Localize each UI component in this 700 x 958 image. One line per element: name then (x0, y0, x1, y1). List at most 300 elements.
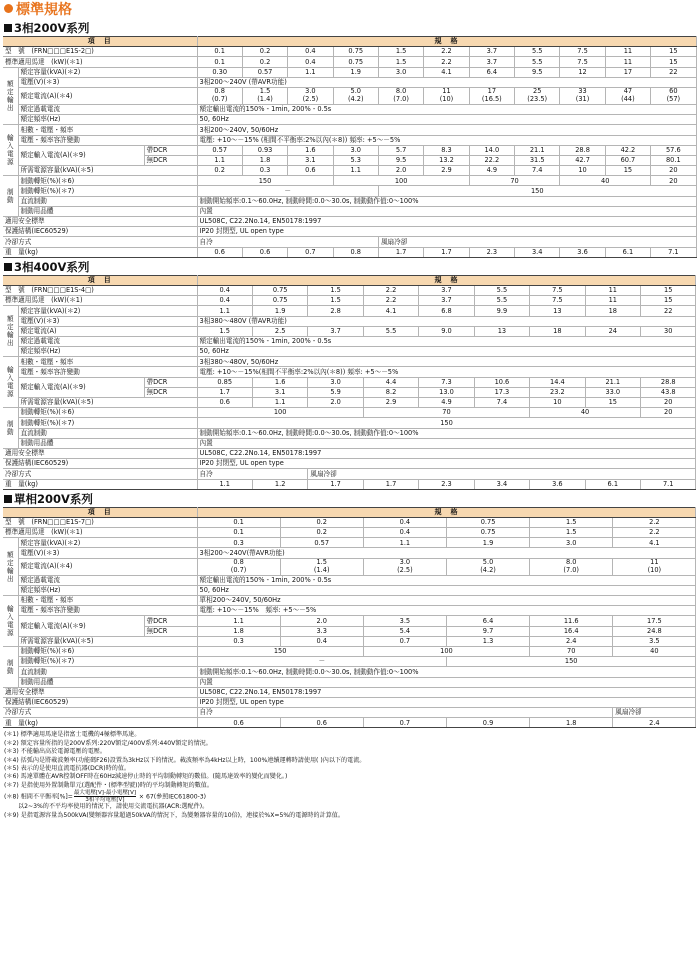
value-cell: 42.2 (605, 145, 650, 155)
value-cell: 3.7 (469, 57, 514, 67)
allowance-label: 電壓・頻率容許變動 (18, 606, 197, 616)
current-value: 0.8 (214, 87, 225, 96)
brake-parts-value: 內置 (197, 206, 696, 216)
value-cell: 31.5 (515, 155, 560, 165)
value-cell: 0.4 (280, 636, 363, 646)
table-row (3, 227, 696, 237)
group-input (3, 125, 18, 176)
value-cell: 15 (641, 285, 696, 295)
value-cell: 3.1 (252, 387, 307, 397)
section-title: 3相400V系列 (4, 261, 700, 274)
cooling-value: 自冷 (197, 469, 308, 479)
table-row (3, 367, 696, 377)
value-cell: 4.4 (363, 377, 418, 387)
value-cell: 1.5 (308, 296, 363, 306)
table-row (3, 575, 696, 585)
value-cell: 3.4 (515, 247, 560, 257)
value-cell: 2.2 (424, 47, 469, 57)
value-cell: 0.93 (242, 145, 287, 155)
spec-table (3, 507, 696, 729)
value-cell: 3.6 (530, 479, 585, 489)
table-row (3, 77, 696, 87)
torque-value: 70 (469, 176, 560, 186)
value-cell: 11.6 (530, 616, 613, 626)
table-row (3, 646, 696, 656)
table-row (3, 247, 696, 257)
group-brake (3, 646, 18, 687)
value-cell: 0.6 (197, 718, 280, 728)
header-spec: 規 格 (197, 275, 696, 285)
current-cell (613, 558, 696, 575)
square-bullet-icon (4, 263, 12, 271)
value-cell: 1.8 (197, 626, 280, 636)
value-cell: 2.0 (378, 166, 423, 176)
value-cell: 7.4 (515, 166, 560, 176)
value-cell: 6.1 (605, 247, 650, 257)
spec-table (3, 36, 697, 258)
value-cell: 10 (560, 166, 605, 176)
value-cell: 11 (605, 47, 650, 57)
value-cell: 2.8 (308, 306, 363, 316)
model-label: 型 號 (FRN□□□E1S-7□) (3, 517, 197, 527)
group-input (3, 357, 18, 408)
value-cell: 2.0 (280, 616, 363, 626)
frequency-label: 額定頻率(Hz) (18, 115, 197, 125)
brake-parts-label: 制動用品體 (18, 206, 197, 216)
value-cell: 28.8 (641, 377, 696, 387)
safety-value: UL508C, C22.2No.14, EN50178:1997 (197, 217, 696, 227)
table-row (3, 507, 696, 517)
voltage-label: 電壓(V)(＊3) (18, 548, 197, 558)
table-row (3, 166, 696, 176)
value-cell: 7.3 (419, 377, 474, 387)
current-value-low-carrier: (1.4) (313, 565, 330, 574)
safety-value: UL508C, C22.2No.14, EN50178:1997 (197, 687, 696, 697)
value-cell: 4.1 (613, 538, 696, 548)
value-cell: 0.57 (280, 538, 363, 548)
value-cell: 20 (651, 166, 696, 176)
fraction: $\frac{\text{最大電壓[V]-最小電壓[V]}}{\text{3相平均電壓[V]}}$ (73, 790, 136, 804)
protection-value: IP20 封閉型, UL open type (197, 697, 696, 707)
value-cell: 23.2 (530, 387, 585, 397)
value-cell: 42.7 (560, 155, 605, 165)
value-cell: 0.6 (197, 247, 242, 257)
table-row (3, 606, 696, 616)
value-cell: 4.9 (419, 398, 474, 408)
value-cell: 2.2 (363, 296, 418, 306)
note-line: (＊5) 表示的是使用直流電抗器(DCR)時的值。 (4, 765, 131, 773)
table-row (3, 377, 696, 387)
torque2-value: － (197, 657, 446, 667)
value-cell: 2.2 (424, 57, 469, 67)
section-title: 3相200V系列 (4, 22, 700, 35)
table-row (3, 687, 696, 697)
input-current-label: 額定輸入電流(A)(＊9) (18, 145, 144, 165)
current-value: 17 (487, 87, 497, 96)
current-value-low-carrier: (23.5) (527, 94, 548, 103)
table-row (3, 708, 696, 718)
value-cell: 0.6 (280, 718, 363, 728)
table-row (3, 326, 696, 336)
value-cell: 1.8 (530, 718, 613, 728)
torque-value: 40 (530, 408, 641, 418)
value-cell: 5.9 (308, 387, 363, 397)
value-cell: 2.9 (363, 398, 418, 408)
value-cell: 0.4 (363, 528, 446, 538)
value-cell: 14.4 (530, 377, 585, 387)
current-value-low-carrier: (31) (575, 94, 590, 103)
value-cell: 0.9 (446, 718, 529, 728)
capacity-label: 額定容量(kVA)(＊2) (18, 67, 197, 77)
overload-label: 額定過載電流 (18, 336, 197, 346)
group-output-text: 額定輸出 (6, 79, 14, 112)
table-row (3, 217, 696, 227)
safety-label: 適用安全標準 (3, 448, 197, 458)
square-bullet-icon (4, 24, 12, 32)
value-cell: 24 (585, 326, 640, 336)
value-cell: 2.2 (613, 528, 696, 538)
current-value-low-carrier: (4.2) (480, 565, 496, 574)
dc-brake-label: 直流制動 (18, 428, 197, 438)
current-value: 47 (623, 87, 633, 96)
current-value-low-carrier: (0.7) (230, 565, 247, 574)
value-cell: 3.6 (560, 247, 605, 257)
current-cell (515, 87, 560, 104)
value-cell: 0.6 (242, 247, 287, 257)
torque2-value: 150 (446, 657, 696, 667)
table-row (3, 448, 696, 458)
value-cell: 17 (605, 67, 650, 77)
value-cell: 0.6 (288, 166, 333, 176)
value-cell: 5.5 (474, 296, 529, 306)
weight-label: 重 量(kg) (3, 479, 197, 489)
value-cell: 1.7 (197, 387, 252, 397)
value-cell: 0.4 (363, 517, 446, 527)
cooling-label: 冷卻方式 (3, 708, 197, 718)
table-row (3, 206, 696, 216)
value-cell: 1.5 (197, 326, 252, 336)
current-value: 1.5 (259, 87, 271, 96)
table-row (3, 677, 696, 687)
current-cell (288, 87, 333, 104)
value-cell: 7.5 (560, 57, 605, 67)
value-cell: 22 (651, 67, 696, 77)
value-cell: 1.1 (363, 538, 446, 548)
current-value: 0.8 (233, 558, 244, 567)
notes (4, 731, 700, 820)
value-cell: 11 (585, 296, 640, 306)
value-cell: 5.5 (474, 285, 529, 295)
phase-label: 相數・電壓・頻率 (18, 125, 197, 135)
value-cell: 0.57 (197, 145, 242, 155)
table-row (3, 408, 696, 418)
current-value: 5.0 (350, 87, 361, 96)
group-output-text: 額定輸出 (6, 315, 14, 348)
value-cell: 0.7 (288, 247, 333, 257)
note-line: 以2~3%的不平均率使用的情況下，請使用交流電抗器(ACR:選配件)。 (18, 803, 209, 811)
torque-value: 70 (530, 646, 613, 656)
voltage-value: 3相380～480V (帶AVR功能) (197, 316, 696, 326)
current-cell (651, 87, 696, 104)
note-line: (＊4) 括弧內是將載波頻率(功能碼F26)設置為3kHz以下的情況。載波頻率為4kHz以上時，100%連續運轉時請使用( )內以下的電流。 (4, 756, 366, 764)
value-cell: 11 (585, 285, 640, 295)
allowance-label: 電壓・頻率容許變動 (18, 367, 197, 377)
weight-label: 重 量(kg) (3, 718, 197, 728)
group-input (3, 596, 18, 647)
power-capacity-label: 所需電源容量(kVA)(＊5) (18, 636, 197, 646)
note-line: (＊6) 馬達單體在AVR控制OFF時在60Hz減速停止時的平均制動轉矩的數值。(隨馬達效率的變化而變化。) (4, 773, 288, 781)
group-input-text: 輸入電源 (6, 604, 14, 637)
value-cell: 0.2 (242, 47, 287, 57)
value-cell: 15 (605, 166, 650, 176)
value-cell: 7.5 (530, 296, 585, 306)
table-row (3, 296, 696, 306)
value-cell: 16.4 (530, 626, 613, 636)
table-row (3, 459, 696, 469)
table-row (3, 135, 696, 145)
value-cell: 5.3 (333, 155, 378, 165)
dc-brake-value: 制動開始頻率:0.1～60.0Hz, 制動時間:0.0～30.0s, 制動動作值:0～100% (197, 667, 696, 677)
value-cell: 43.8 (641, 387, 696, 397)
value-cell: 1.3 (446, 636, 529, 646)
value-cell: 3.7 (419, 285, 474, 295)
value-cell: 10.6 (474, 377, 529, 387)
dcr-without-label: 無DCR (144, 387, 197, 397)
table-row (3, 657, 696, 667)
torque-label: 制動轉矩(%)(＊6) (18, 176, 197, 186)
current-cell (197, 558, 280, 575)
overload-value: 額定輸出電流的150% - 1min, 200% - 0.5s (197, 104, 696, 114)
value-cell: 5.5 (515, 47, 560, 57)
table-row (3, 145, 696, 155)
brake-parts-value: 內置 (197, 677, 696, 687)
value-cell: 15 (651, 57, 696, 67)
phase-label: 相數・電壓・頻率 (18, 357, 197, 367)
weight-label: 重 量(kg) (3, 247, 197, 257)
group-brake (3, 176, 18, 217)
capacity-label: 額定容量(kVA)(＊2) (18, 306, 197, 316)
value-cell: 18 (530, 326, 585, 336)
input-current-label: 額定輸入電流(A)(＊9) (18, 616, 144, 636)
protection-label: 保護結構(IEC60529) (3, 697, 197, 707)
torque-label: 制動轉矩(%)(＊6) (18, 408, 197, 418)
value-cell: 21.1 (515, 145, 560, 155)
torque-value: 40 (560, 176, 651, 186)
value-cell: 1.5 (378, 57, 423, 67)
value-cell: 1.1 (197, 306, 252, 316)
value-cell: 1.2 (252, 479, 307, 489)
value-cell: 1.1 (197, 155, 242, 165)
cooling-value: 風扇冷卻 (613, 708, 696, 718)
table-row (3, 186, 696, 196)
header-item: 項 目 (3, 507, 197, 517)
torque-value: 20 (641, 408, 696, 418)
value-cell: 3.0 (308, 377, 363, 387)
power-capacity-label: 所需電源容量(kVA)(＊5) (18, 166, 197, 176)
overload-value: 額定輸出電流的150% - 1min, 200% - 0.5s (197, 575, 696, 585)
frequency-value: 50, 60Hz (197, 347, 696, 357)
value-cell: 1.6 (288, 145, 333, 155)
torque2-value: 150 (378, 186, 696, 196)
current-value-low-carrier: (16.5) (481, 94, 502, 103)
table-row (3, 517, 696, 527)
current-value: 60 (669, 87, 678, 96)
page-title: 標準規格 (4, 1, 700, 19)
value-cell: 0.85 (197, 377, 252, 387)
value-cell: 14.0 (469, 145, 514, 155)
value-cell: 0.1 (197, 57, 242, 67)
value-cell: 13.0 (419, 387, 474, 397)
overload-label: 額定過載電流 (18, 575, 197, 585)
frequency-label: 額定頻率(Hz) (18, 585, 197, 595)
current-value-low-carrier: (2.5) (302, 94, 319, 103)
current-value: 8.0 (565, 558, 577, 567)
value-cell: 3.7 (308, 326, 363, 336)
value-cell: 0.2 (242, 57, 287, 67)
value-cell: 0.75 (333, 47, 378, 57)
current-value: 25 (533, 87, 542, 96)
value-cell: 2.0 (308, 398, 363, 408)
current-value: 5.0 (482, 558, 494, 567)
model-label: 型 號 (FRN□□□E1S-4□) (3, 285, 197, 295)
cooling-value: 自冷 (197, 708, 613, 718)
current-cell (333, 87, 378, 104)
current-cell (242, 87, 287, 104)
current-value-low-carrier: (0.7) (211, 94, 228, 103)
value-cell: 2.5 (252, 326, 307, 336)
value-cell: 3.1 (288, 155, 333, 165)
table-row (3, 176, 696, 186)
value-cell: 0.30 (197, 67, 242, 77)
torque2-value: 150 (197, 418, 696, 428)
current-cell (560, 87, 605, 104)
value-cell: 13 (530, 306, 585, 316)
value-cell: 2.3 (419, 479, 474, 489)
value-cell: 2.4 (613, 718, 696, 728)
motor-label: 標準適用馬達 (kW)(＊1) (3, 296, 197, 306)
note-line: (＊7) 是指使用外置制動單元(選配件・(標準型號))時的平均制動轉矩的數值。 (4, 781, 213, 789)
value-cell: 0.75 (446, 517, 529, 527)
bullet-icon (4, 4, 13, 13)
group-output (3, 67, 18, 125)
note-line: (＊1) 標準適用馬達是指富士電機的4極標準馬達。 (4, 731, 141, 739)
capacity-label: 額定容量(kVA)(＊2) (18, 538, 197, 548)
torque2-label: 制動轉矩(%)(＊7) (18, 418, 197, 428)
value-cell: 9.5 (515, 67, 560, 77)
value-cell: 80.1 (651, 155, 696, 165)
protection-value: IP20 封閉型, UL open type (197, 459, 696, 469)
value-cell: 28.8 (560, 145, 605, 155)
cooling-label: 冷卻方式 (3, 469, 197, 479)
value-cell: 18 (585, 306, 640, 316)
dcr-without-label: 無DCR (144, 155, 197, 165)
input-current-label: 額定輸入電流(A)(＊9) (18, 377, 144, 397)
frequency-label: 額定頻率(Hz) (18, 347, 197, 357)
current-cell (424, 87, 469, 104)
value-cell: 3.7 (469, 47, 514, 57)
safety-value: UL508C, C22.2No.14, EN50178:1997 (197, 448, 696, 458)
current-value: 8.0 (395, 87, 407, 96)
table-row (3, 237, 696, 247)
value-cell: 12 (560, 67, 605, 77)
value-cell: 20 (641, 398, 696, 408)
header-item: 項 目 (3, 37, 197, 47)
torque-value: 150 (197, 176, 333, 186)
table-row (3, 285, 696, 295)
group-brake-text: 制動 (6, 420, 14, 437)
value-cell: 2.4 (530, 636, 613, 646)
value-cell: 0.75 (252, 285, 307, 295)
current-value-low-carrier: (7.0) (393, 94, 409, 103)
table-row (3, 347, 696, 357)
value-cell: 5.5 (515, 57, 560, 67)
table-row (3, 37, 696, 47)
table-row (3, 596, 696, 606)
value-cell: 7.1 (651, 247, 696, 257)
value-cell: 1.5 (530, 528, 613, 538)
table-row (3, 585, 696, 595)
allowance-label: 電壓・頻率容許變動 (18, 135, 197, 145)
value-cell: 0.1 (197, 47, 242, 57)
torque-value: 100 (363, 646, 529, 656)
value-cell: 22.2 (469, 155, 514, 165)
header-spec: 規 格 (197, 507, 696, 517)
value-cell: 17.3 (474, 387, 529, 397)
table-row (3, 469, 696, 479)
value-cell: 1.5 (308, 285, 363, 295)
value-cell: 1.7 (424, 247, 469, 257)
torque-label: 制動轉矩(%)(＊6) (18, 646, 197, 656)
cooling-label: 冷卻方式 (3, 237, 197, 247)
group-brake-text: 制動 (6, 188, 14, 205)
value-cell: 0.4 (197, 296, 252, 306)
value-cell: 33.0 (585, 387, 640, 397)
current-value: 3.0 (305, 87, 316, 96)
protection-label: 保護結構(IEC60529) (3, 227, 197, 237)
table-row (3, 316, 696, 326)
current-value: 33 (578, 87, 587, 96)
value-cell: 0.3 (197, 538, 280, 548)
value-cell: 0.4 (288, 57, 333, 67)
value-cell: 2.9 (424, 166, 469, 176)
table-row (3, 428, 696, 438)
motor-label: 標準適用馬達 (kW)(＊1) (3, 57, 197, 67)
value-cell: 8.3 (424, 145, 469, 155)
value-cell: 3.5 (363, 616, 446, 626)
table-row (3, 558, 696, 575)
table-row (3, 196, 696, 206)
value-cell: 8.2 (363, 387, 418, 397)
dc-brake-value: 制動開始頻率:0.1～60.0Hz, 制動時間:0.0～30.0s, 制動動作值:0～100% (197, 196, 696, 206)
value-cell: 0.1 (197, 528, 280, 538)
torque-value: 70 (363, 408, 529, 418)
value-cell: 4.9 (469, 166, 514, 176)
value-cell: 3.4 (474, 479, 529, 489)
current-value-low-carrier: (10) (647, 565, 662, 574)
current-value-low-carrier: (4.2) (347, 94, 364, 103)
value-cell: 0.7 (363, 718, 446, 728)
model-label: 型 號 (FRN□□□E1S-2□) (3, 47, 197, 57)
header-spec: 規 格 (197, 37, 696, 47)
value-cell: 0.4 (197, 285, 252, 295)
torque2-value: － (197, 186, 378, 196)
allowance-value: 電壓: +10～－15%(相間不平衡率:2%以內(＊8)) 頻率: +5～－5% (197, 367, 696, 377)
protection-value: IP20 封閉型, UL open type (197, 227, 696, 237)
current-value-low-carrier: (57) (666, 94, 681, 103)
header-item: 項 目 (3, 275, 197, 285)
voltage-value: 3相200～240V(帶AVR功能) (197, 548, 696, 558)
current-cell (280, 558, 363, 575)
